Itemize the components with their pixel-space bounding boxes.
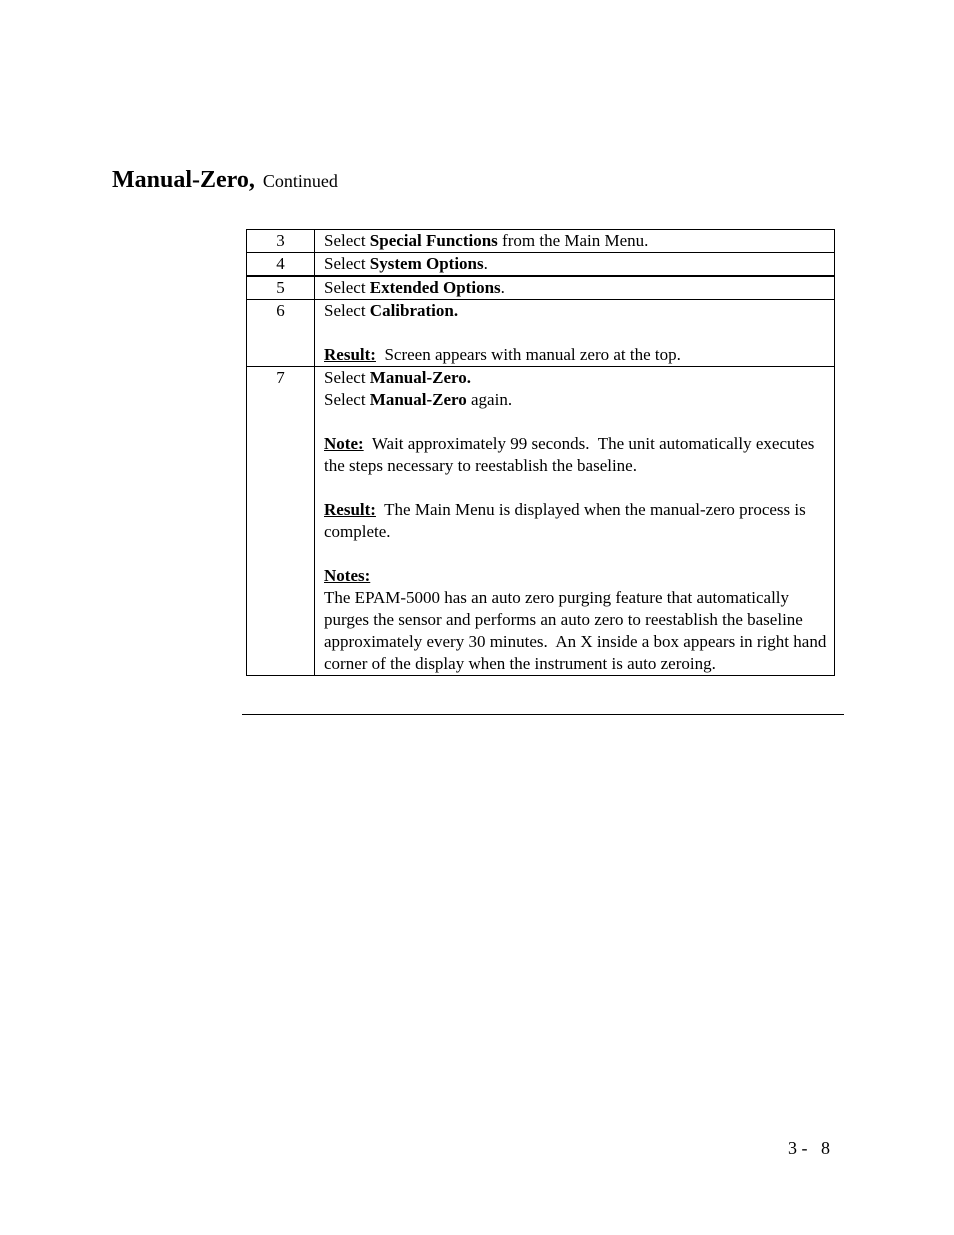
step-row-3 bbox=[247, 230, 835, 253]
step-text: Select bbox=[324, 368, 370, 387]
step-row-4 bbox=[247, 253, 835, 277]
step-menu-item: Special Functions bbox=[369, 231, 498, 250]
note-text: Wait approximately 99 seconds. The unit automatically executes the steps necessary to reestablish the baseline. bbox=[324, 434, 819, 475]
step-instruction bbox=[315, 253, 835, 277]
block-end-rule bbox=[242, 714, 844, 715]
notes-label: Notes: bbox=[324, 566, 371, 585]
step-instruction bbox=[315, 276, 835, 300]
result-label: Result: bbox=[324, 500, 376, 519]
result-label: Result: bbox=[324, 345, 376, 364]
step-menu-item: Manual-Zero. bbox=[369, 368, 472, 387]
step-row-6 bbox=[247, 300, 835, 367]
page-number: 3 - 8 bbox=[788, 1138, 830, 1158]
step-text: from the Main Menu. bbox=[497, 231, 649, 250]
step-number: 5 bbox=[247, 276, 315, 300]
step-instruction bbox=[315, 300, 835, 367]
step-text: Select bbox=[324, 254, 370, 273]
step-text: Select bbox=[324, 301, 370, 320]
step-text: . bbox=[483, 254, 488, 273]
page-heading bbox=[112, 158, 338, 195]
step-text: again. bbox=[466, 390, 513, 409]
step-number: 4 bbox=[247, 253, 315, 277]
step-text: . bbox=[500, 278, 505, 297]
note-label: Note: bbox=[324, 434, 364, 453]
notes-text: The EPAM-5000 has an auto zero purging feature that automatically purges the sensor and performs an auto zero to reestablish the baseline approximately every 30 minutes. An X inside a box appears in right hand corner of the display when the instrument is auto zeroing. bbox=[324, 588, 831, 673]
step-instruction bbox=[315, 230, 835, 253]
step-text: Select bbox=[324, 278, 370, 297]
result-text: Screen appears with manual zero at the top. bbox=[375, 345, 681, 364]
step-text: Select bbox=[324, 231, 370, 250]
step-instruction bbox=[315, 367, 835, 676]
step-text: Select bbox=[324, 390, 370, 409]
step-row-5 bbox=[247, 276, 835, 300]
step-menu-item: System Options bbox=[369, 254, 484, 273]
step-number: 6 bbox=[247, 300, 315, 367]
step-menu-item: Manual-Zero bbox=[369, 390, 467, 409]
result-text: The Main Menu is displayed when the manual-zero process is complete. bbox=[324, 500, 810, 541]
step-menu-item: Extended Options bbox=[369, 278, 501, 297]
step-menu-item: Calibration. bbox=[369, 301, 459, 320]
step-number: 3 bbox=[247, 230, 315, 253]
step-row-7 bbox=[247, 367, 835, 676]
step-number: 7 bbox=[247, 367, 315, 676]
page-title: Manual-Zero, bbox=[112, 167, 255, 193]
page-title-continued: Continued bbox=[262, 171, 338, 191]
steps-table bbox=[246, 229, 835, 676]
